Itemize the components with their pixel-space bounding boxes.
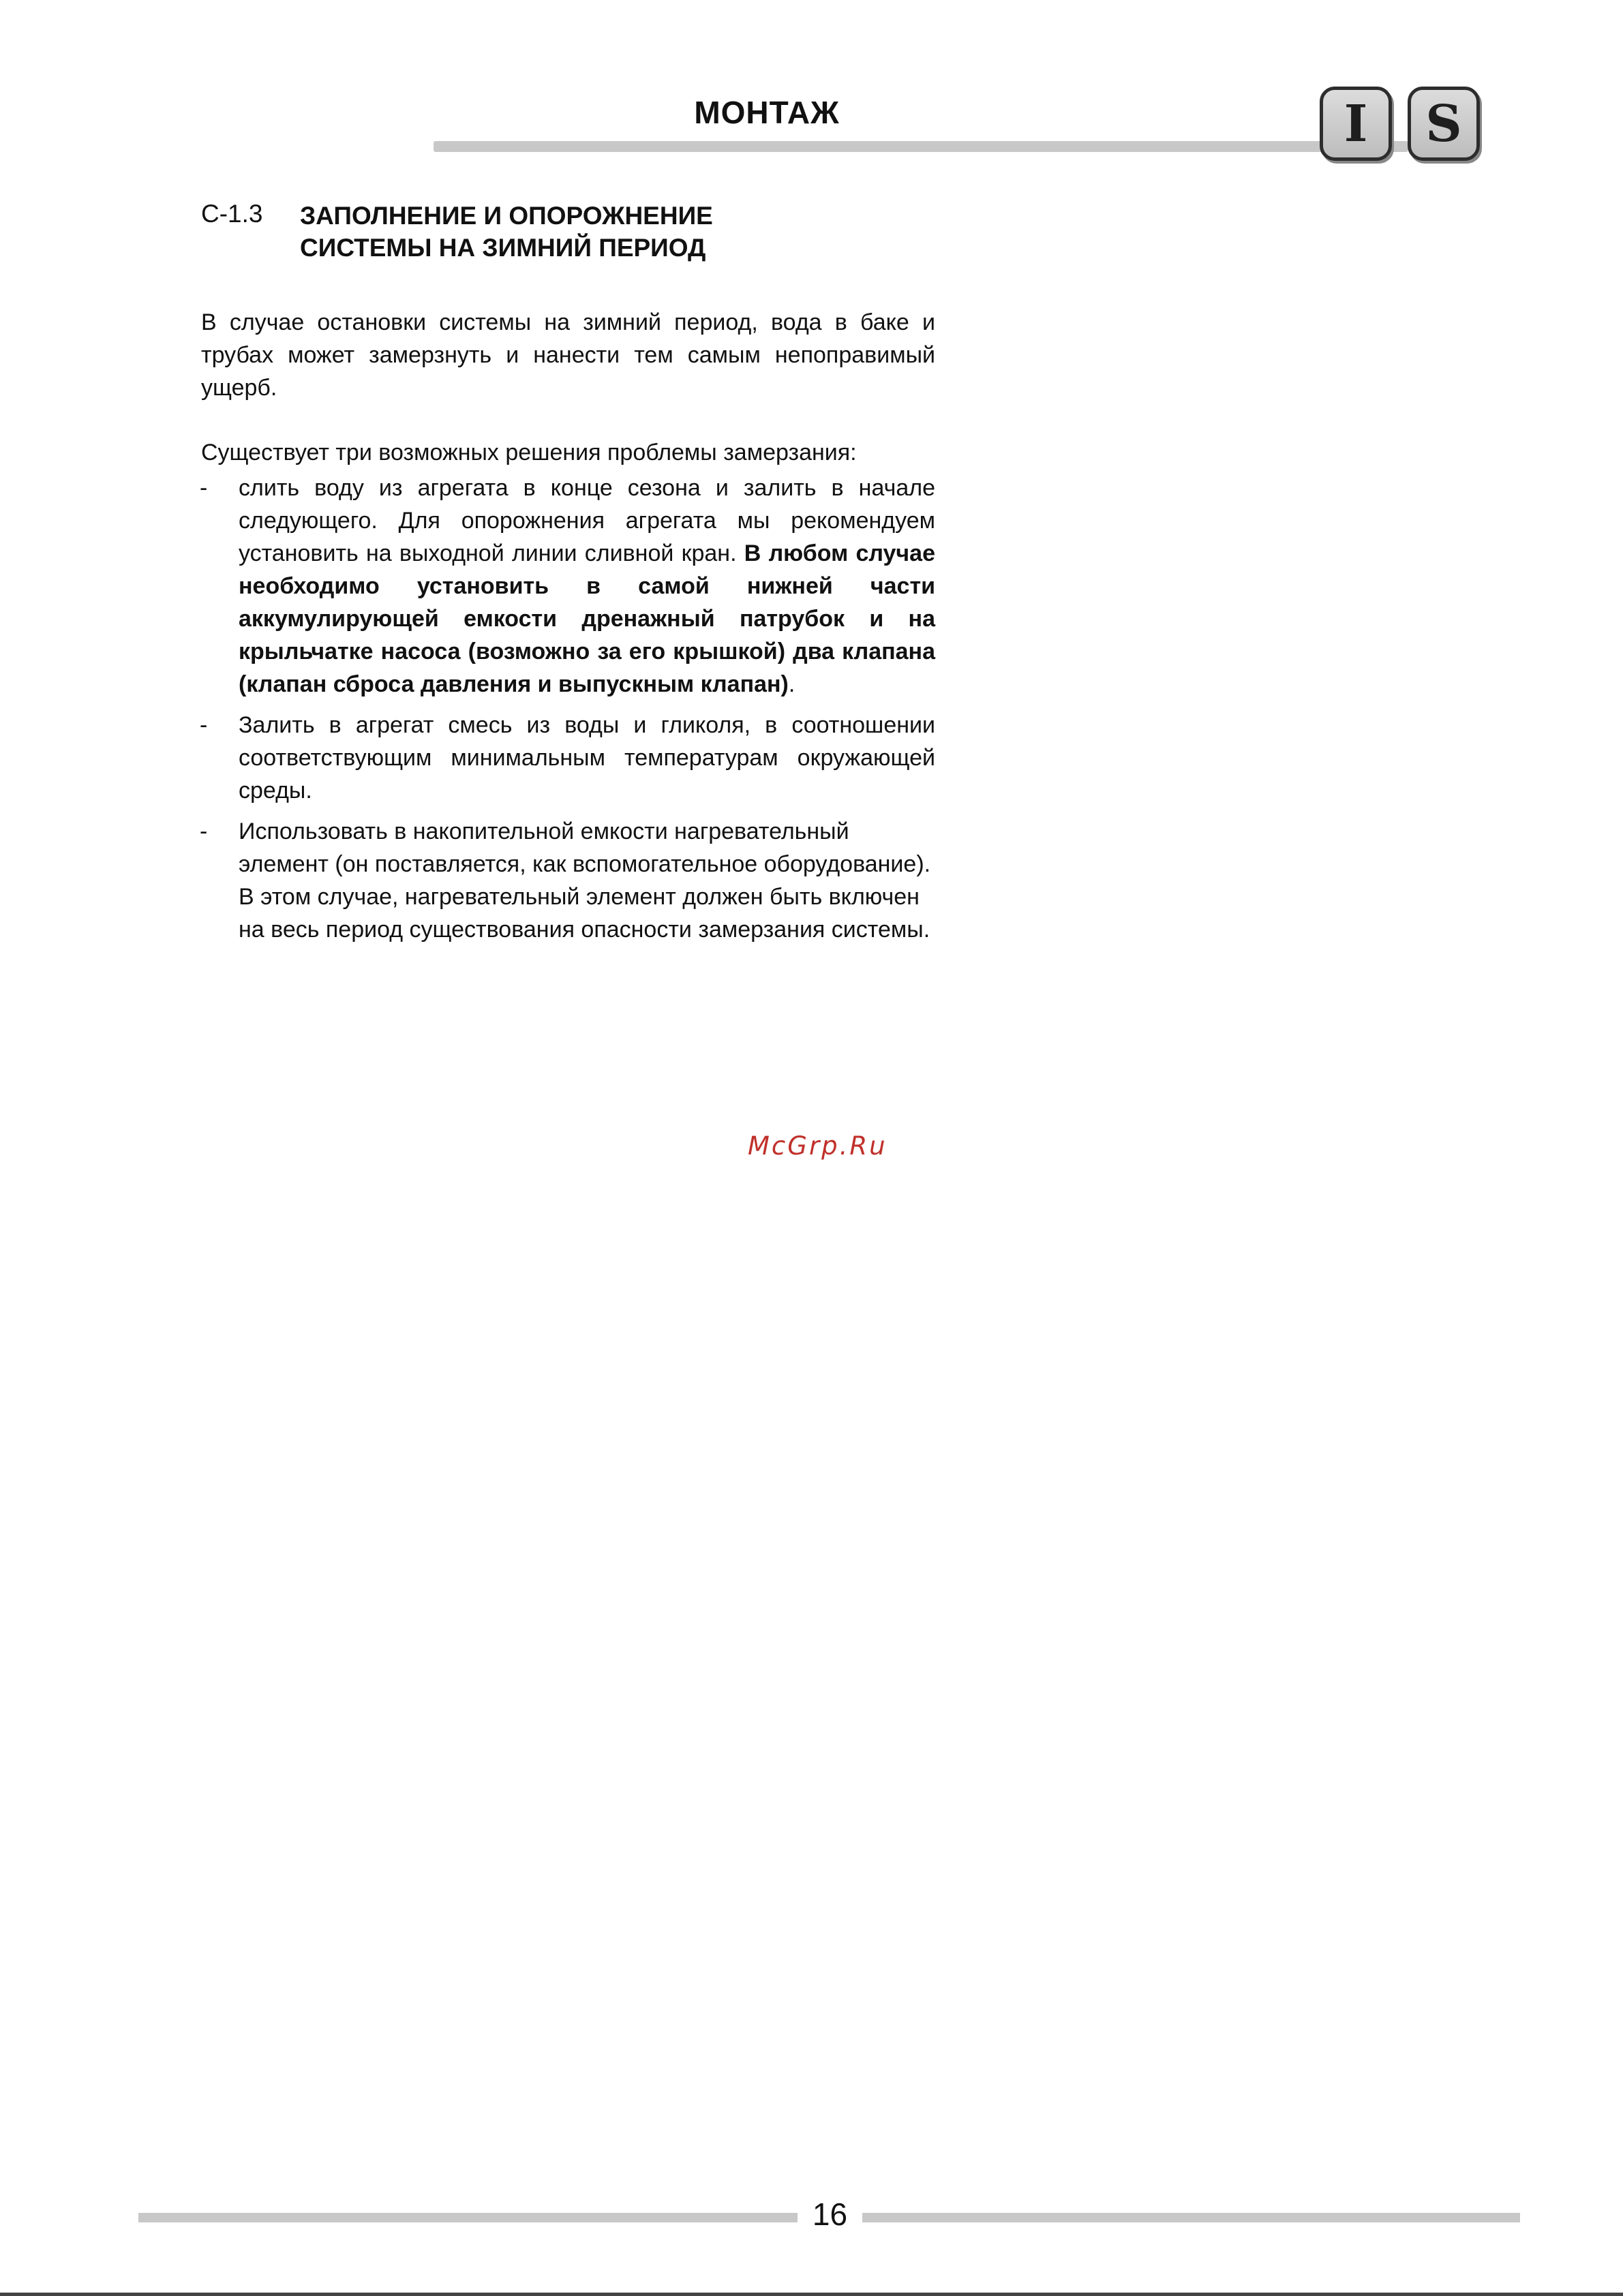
- page-number: 16: [812, 2196, 848, 2232]
- list-item: Залить в агрегат смесь из воды и гликоля, в соотношении соответствующим минимальным температурам окружающей среды.: [239, 712, 935, 803]
- section-title-line-2: СИСТЕМЫ НА ЗИМНИЙ ПЕРИОД: [300, 234, 706, 262]
- lead-paragraph: Существует три возможных решения проблемы замерзания:: [201, 440, 857, 465]
- footer-rule-left: [138, 2213, 798, 2222]
- intro-paragraph: В случае остановки системы на зимний период, вода в баке и трубах может замерзнуть и нанести тем самым непоправимый ущерб.: [201, 309, 935, 401]
- logo-letter-s: S: [1408, 87, 1480, 161]
- header-title: МОНТАЖ: [694, 95, 840, 130]
- list-item-dash: -: [200, 712, 208, 738]
- footer-rule-right: [862, 2213, 1520, 2222]
- list-item: Использовать в накопительной емкости нагревательный элемент (он поставляется, как вспомогательное оборудование). В этом случае, нагревательный элемент должен быть включен на весь период существования опасности замерзания системы.: [239, 818, 931, 943]
- list-item-tail: .: [788, 671, 795, 697]
- section-number: C-1.3: [201, 200, 263, 228]
- list-item-text: слить воду из агрегата в конце сезона и залить в начале следующего. Для опорожнения агрегата мы рекомендуем установить на выходной линии сливной кран.: [239, 475, 935, 566]
- header-rule: [434, 141, 1408, 152]
- section-title: [300, 200, 713, 264]
- list-item: [239, 472, 935, 701]
- list-item-dash: -: [200, 475, 208, 501]
- section-title-line-1: ЗАПОЛНЕНИЕ И ОПОРОЖНЕНИЕ: [300, 202, 713, 230]
- list-item-dash: -: [200, 818, 208, 844]
- logo-letter-i: I: [1320, 87, 1392, 161]
- bottom-border: [0, 2293, 1623, 2296]
- watermark-link[interactable]: McGrp.Ru: [748, 1131, 888, 1161]
- list-item-bold-text: В любом случае необходимо установить в самой нижней части аккумулирующей емкости дренажный патрубок и на крыльчатке насоса (возможно за его крышкой) два клапана (клапан сброса давления и выпускным клапан): [239, 540, 935, 697]
